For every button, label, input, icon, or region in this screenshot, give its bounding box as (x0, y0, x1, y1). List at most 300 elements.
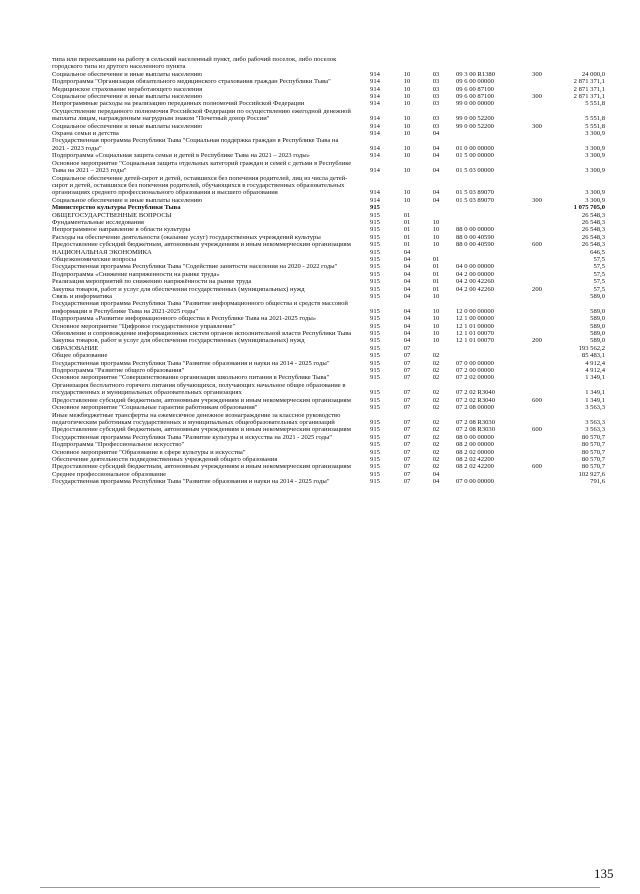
row-target-article: 08 0 00 00000 (456, 433, 494, 441)
table-row (52, 337, 605, 344)
row-expense-type (524, 441, 550, 448)
row-amount: 3 300,9 (585, 152, 605, 160)
table-row (52, 263, 605, 270)
row-name: Реализация мероприятий по снижению напряжённости на рынке труда (52, 278, 252, 286)
budget-table (52, 56, 605, 486)
table-row (52, 100, 605, 107)
row-subsection: 02 (432, 463, 440, 471)
row-name: Государственная программа Республики Тыва "Развитие культуры и искусства на 2021 - 2025 годы" (52, 433, 333, 441)
row-name: НАЦИОНАЛЬНАЯ ЭКОНОМИКА (52, 248, 152, 256)
table-row (52, 204, 605, 211)
row-subsection: 02 (432, 455, 440, 463)
row-admin-code: 914 (370, 93, 380, 101)
row-section: 10 (403, 85, 411, 93)
row-subsection: 01 (432, 285, 440, 293)
row-target-article: 01 5 03 89070 (456, 189, 494, 197)
row-expense-type (524, 160, 550, 175)
row-amount: 3 563,3 (585, 426, 605, 434)
row-section: 04 (403, 255, 411, 263)
row-name: Связь и информатика (52, 293, 113, 300)
row-expense-type (524, 226, 550, 233)
row-expense-type (524, 330, 550, 337)
table-row (52, 226, 605, 233)
row-subsection: 02 (432, 374, 440, 382)
row-target-article: 04 0 00 00000 (456, 263, 494, 271)
row-amount: 589,0 (590, 293, 605, 300)
row-admin-code: 915 (370, 463, 380, 471)
row-target-article (450, 56, 524, 71)
row-section: 04 (403, 322, 411, 330)
row-subsection (422, 204, 450, 211)
table-row (52, 197, 605, 204)
row-admin-code: 915 (370, 367, 380, 375)
row-admin-code: 915 (370, 278, 380, 286)
row-section: 10 (403, 167, 411, 175)
table-row (52, 330, 605, 337)
row-expense-type: 600 (532, 396, 542, 404)
row-amount: 589,0 (590, 315, 605, 323)
row-admin-code: 914 (370, 70, 380, 78)
table-row (52, 130, 605, 137)
row-expense-type: 300 (532, 93, 542, 101)
row-amount: 24 000,0 (581, 70, 605, 78)
row-target-article: 07 0 00 00000 (456, 478, 494, 486)
row-target-article (450, 204, 524, 211)
row-amount: 646,5 (590, 248, 605, 256)
row-section: 04 (403, 315, 411, 323)
row-expense-type (524, 382, 550, 397)
row-amount: 2 871 371,1 (573, 85, 605, 93)
row-admin-code: 915 (370, 330, 380, 338)
row-name: Государственная программа Республики Тыва "Развитие образования и науки на 2014 - 2025 годы" (52, 359, 330, 367)
row-subsection: 01 (432, 263, 440, 271)
row-admin-code: 915 (370, 478, 380, 486)
row-section: 04 (403, 293, 411, 300)
row-target-article: 12 1 01 00000 (456, 322, 494, 330)
row-name: Социальное обеспечение и иные выплаты населению (52, 70, 203, 78)
row-target-article: 12 1 01 00070 (456, 337, 494, 345)
row-section: 10 (403, 144, 411, 152)
row-target-article: 07 2 02 R3040 (456, 389, 496, 397)
row-amount: 193 562,2 (578, 344, 605, 352)
row-amount: 1 349,1 (585, 374, 605, 382)
row-expense-type (524, 278, 550, 285)
row-expense-type (524, 204, 550, 211)
row-target-article: 07 2 02 00000 (456, 374, 494, 382)
row-section: 10 (403, 130, 411, 138)
row-name: Основное мероприятие "Цифровое государственное управление" (52, 322, 236, 330)
row-expense-type (524, 100, 550, 107)
table-row (52, 86, 605, 93)
row-expense-type (524, 86, 550, 93)
table-row (52, 93, 605, 100)
row-amount: 26 548,3 (581, 218, 605, 226)
row-section: 07 (403, 433, 411, 441)
row-section: 10 (403, 189, 411, 197)
table-row (52, 397, 605, 404)
row-subsection: 04 (432, 130, 440, 138)
row-name: Основное мероприятие "Образование в сфере культуры и искусства" (52, 448, 246, 456)
row-target-article: 07 2 08 R3030 (456, 418, 496, 426)
row-amount: 26 548,3 (581, 226, 605, 234)
table-row (52, 160, 605, 175)
row-expense-type (524, 249, 550, 256)
row-expense-type (524, 137, 550, 152)
row-subsection: 10 (432, 307, 440, 315)
page-number: 135 (594, 866, 614, 881)
table-row (52, 471, 605, 478)
table-row (52, 300, 605, 315)
row-expense-type: 300 (532, 122, 542, 130)
row-expense-type (524, 56, 550, 71)
row-name: Социальное обеспечение детей-сирот и детей, оставшихся без попечения родителей, лиц из числа детей-сирот и детей, оставшихся без попечения родителей, обучающихся в государственных образовательных организациях среднего профессионального образования и высшего образования (52, 174, 348, 197)
row-admin-code: 915 (370, 352, 380, 360)
row-expense-type: 600 (532, 463, 542, 471)
row-name: Обновление и сопровождение информационных систем органов исполнительной власти Республики Тыва (52, 330, 352, 338)
row-amount: 4 912,4 (585, 367, 605, 375)
row-subsection: 03 (432, 100, 440, 108)
row-amount: 80 570,7 (581, 441, 605, 449)
row-amount: 3 300,9 (585, 189, 605, 197)
row-section: 10 (403, 122, 411, 130)
row-admin-code: 915 (370, 255, 380, 263)
row-target-article: 08 2 02 42200 (456, 455, 494, 463)
table-row (52, 234, 605, 241)
row-name: Подпрограмма "Организация обязательного медицинского страхования граждан Республики Тыва" (52, 78, 331, 86)
row-admin-code: 915 (370, 448, 380, 456)
row-admin-code: 914 (370, 78, 380, 86)
row-amount: 589,0 (590, 322, 605, 330)
row-admin-code: 914 (370, 189, 380, 197)
row-section: 07 (403, 404, 411, 412)
row-admin-code: 914 (370, 152, 380, 160)
row-target-article: 09 6 00 00000 (456, 78, 494, 86)
row-section: 07 (403, 426, 411, 434)
row-expense-type (524, 478, 550, 485)
row-name: Закупка товаров, работ и услуг для обеспечения государственных (муниципальных) нужд (52, 337, 305, 345)
row-amount: 26 548,3 (581, 241, 605, 249)
row-amount: 1 075 705,0 (573, 204, 605, 212)
row-section: 04 (403, 270, 411, 278)
row-target-article: 12 1 00 00000 (456, 315, 494, 323)
row-section: 07 (403, 455, 411, 463)
row-expense-type (524, 78, 550, 85)
row-admin-code: 915 (370, 322, 380, 330)
row-amount: 57,5 (593, 263, 605, 271)
row-subsection: 10 (432, 293, 440, 300)
row-amount: 589,0 (590, 337, 605, 345)
row-name: Фундаментальные исследования (52, 218, 144, 226)
table-row (52, 449, 605, 456)
row-section: 01 (403, 233, 411, 241)
table-row (52, 323, 605, 330)
row-name: Обеспечение деятельности подведомственных учреждений общего образования (52, 455, 278, 463)
row-section: 04 (403, 263, 411, 271)
row-amount: 589,0 (590, 330, 605, 338)
row-subsection: 04 (432, 189, 440, 197)
row-amount: 3 563,3 (585, 418, 605, 426)
row-amount: 5 551,8 (585, 100, 605, 108)
row-section: 04 (403, 337, 411, 345)
row-subsection: 02 (432, 367, 440, 375)
row-admin-code: 915 (370, 433, 380, 441)
row-admin-code: 915 (370, 263, 380, 271)
row-amount: 589,0 (590, 307, 605, 315)
row-name: Охрана семьи и детства (52, 130, 119, 138)
row-admin-code: 914 (370, 115, 380, 123)
row-admin-code: 915 (370, 344, 380, 352)
row-subsection: 04 (432, 478, 440, 486)
row-amount: 57,5 (593, 278, 605, 286)
table-body (52, 56, 605, 486)
row-name: Предоставление субсидий бюджетным, автономным учреждениям и иным некоммерческим организациям (52, 463, 351, 471)
row-section: 10 (403, 100, 411, 108)
row-name: Осуществление переданного полномочия Российской Федерации по осуществлению ежегодной денежной выплаты лицам, награжденным нагрудным знаком "Почетный донор России" (52, 107, 351, 123)
row-amount (550, 56, 605, 71)
row-name: Иные межбюджетные трансферты на ежемесячное денежное вознаграждение за классное руководство педагогическим работникам государственных и муниципальных общеобразовательных организаций (52, 411, 341, 426)
row-name: Подпрограмма «Развитие информационного общества в Республике Тыва на 2021-2025 годы» (52, 315, 317, 323)
row-amount: 1 349,1 (585, 396, 605, 404)
row-expense-type (524, 360, 550, 367)
row-section: 07 (403, 359, 411, 367)
row-target-article (450, 256, 524, 263)
table-row (52, 152, 605, 159)
table-row (52, 456, 605, 463)
row-admin-code: 914 (370, 144, 380, 152)
row-name: Подпрограмма «Снижение напряженности на рынке труда» (52, 270, 220, 278)
row-admin-code: 915 (370, 218, 380, 226)
table-row (52, 412, 605, 427)
row-name: Предоставление субсидий бюджетным, автономным учреждениям и иным некоммерческим организациям (52, 241, 351, 249)
row-name: Закупка товаров, работ и услуг для обеспечения государственных (муниципальных) нужд (52, 285, 305, 293)
row-admin-code: 915 (370, 426, 380, 434)
row-target-article (450, 249, 524, 256)
row-expense-type (524, 471, 550, 478)
row-admin-code: 915 (370, 204, 380, 212)
row-section: 04 (403, 278, 411, 286)
row-section: 10 (403, 196, 411, 204)
row-admin-code: 915 (370, 470, 380, 478)
row-section: 07 (403, 463, 411, 471)
row-target-article: 99 0 00 00000 (456, 100, 494, 108)
row-target-article: 99 0 00 52200 (456, 122, 494, 130)
row-target-article (450, 352, 524, 359)
table-row (52, 345, 605, 352)
row-expense-type (524, 234, 550, 241)
row-expense-type (524, 449, 550, 456)
row-amount: 85 483,1 (581, 352, 605, 360)
table-row (52, 219, 605, 226)
row-target-article: 88 0 00 40590 (456, 241, 494, 249)
row-section: 07 (403, 344, 411, 352)
row-expense-type (524, 263, 550, 270)
row-target-article: 01 5 03 00000 (456, 167, 494, 175)
row-amount: 1 349,1 (585, 389, 605, 397)
row-name: Основное мероприятие "Совершенствование организации школьного питания в Республике Тыва" (52, 374, 330, 382)
row-subsection: 10 (432, 330, 440, 338)
row-subsection (422, 345, 450, 352)
row-name: Государственная программа Республики Тыва "Развитие образования и науки на 2014 - 2025 годы" (52, 478, 330, 486)
row-section: 07 (403, 396, 411, 404)
row-target-article: 07 2 00 00000 (456, 367, 494, 375)
row-target-article: 88 0 00 00000 (456, 226, 494, 234)
row-subsection: 10 (432, 315, 440, 323)
row-name: Подпрограмма «Социальная защита семьи и детей в Республике Тыва на 2021 – 2023 годы» (52, 152, 310, 160)
row-subsection: 10 (432, 233, 440, 241)
row-target-article: 09 6 00 87100 (456, 93, 494, 101)
row-amount: 5 551,8 (585, 115, 605, 123)
row-expense-type (524, 412, 550, 427)
row-target-article (450, 212, 524, 219)
table-row (52, 212, 605, 219)
row-amount: 3 300,9 (585, 196, 605, 204)
row-subsection: 01 (432, 278, 440, 286)
row-expense-type (524, 315, 550, 322)
table-row (52, 352, 605, 359)
row-target-article (450, 471, 524, 478)
row-admin-code: 914 (370, 100, 380, 108)
row-amount: 2 871 371,1 (573, 78, 605, 86)
row-target-article: 88 0 00 40590 (456, 233, 494, 241)
row-target-article: 08 2 00 00000 (456, 441, 494, 449)
row-section: 07 (403, 389, 411, 397)
row-expense-type (524, 175, 550, 197)
row-admin-code: 914 (370, 122, 380, 130)
row-amount: 80 570,7 (581, 448, 605, 456)
row-admin-code: 915 (370, 270, 380, 278)
row-expense-type: 600 (532, 241, 542, 249)
row-expense-type (524, 352, 550, 359)
row-subsection: 02 (432, 441, 440, 449)
row-subsection: 03 (432, 122, 440, 130)
row-subsection: 03 (432, 115, 440, 123)
row-admin-code: 915 (370, 211, 380, 219)
row-name: Социальное обеспечение и иные выплаты населению (52, 93, 203, 101)
row-admin-code: 915 (370, 315, 380, 323)
row-subsection: 02 (432, 426, 440, 434)
row-subsection: 10 (432, 322, 440, 330)
row-subsection: 10 (432, 218, 440, 226)
row-subsection: 04 (432, 144, 440, 152)
row-expense-type (524, 300, 550, 315)
row-expense-type: 300 (532, 196, 542, 204)
row-subsection: 10 (432, 226, 440, 234)
row-name: Медицинское страхование неработающего населения (52, 85, 203, 93)
row-subsection: 04 (432, 152, 440, 160)
table-row (52, 271, 605, 278)
row-section: 10 (403, 70, 411, 78)
table-row (52, 382, 605, 397)
row-section: 01 (403, 218, 411, 226)
row-subsection: 03 (432, 85, 440, 93)
row-subsection: 02 (432, 396, 440, 404)
row-amount: 3 563,3 (585, 404, 605, 412)
row-section: 04 (403, 285, 411, 293)
row-section: 07 (403, 352, 411, 360)
table-row (52, 137, 605, 152)
row-amount: 26 548,3 (581, 211, 605, 219)
row-admin-code: 915 (370, 396, 380, 404)
row-name: Организация бесплатного горячего питания обучающихся, получающих начальное общее образование в государственных и муниципальных образовательных организациях (52, 381, 346, 397)
table-row (52, 108, 605, 123)
row-target-article: 01 0 00 00000 (456, 144, 494, 152)
row-amount: 80 570,7 (581, 455, 605, 463)
row-admin-code: 915 (370, 337, 380, 345)
table-row (52, 123, 605, 130)
row-amount: 80 570,7 (581, 463, 605, 471)
row-amount: 3 300,9 (585, 144, 605, 152)
row-admin-code: 915 (370, 285, 380, 293)
row-expense-type (524, 345, 550, 352)
row-section: 01 (403, 226, 411, 234)
row-section: 07 (403, 470, 411, 478)
row-subsection (422, 56, 450, 71)
row-name: Предоставление субсидий бюджетным, автономным учреждениям и иным некоммерческим организациям (52, 396, 351, 404)
row-admin-code: 915 (370, 374, 380, 382)
table-row (52, 78, 605, 85)
row-name: Основное мероприятие "Социальные гарантии работникам образования" (52, 404, 258, 412)
row-subsection: 01 (432, 270, 440, 278)
row-name: Общее образование (52, 352, 108, 360)
row-target-article: 01 5 03 89070 (456, 196, 494, 204)
row-subsection: 02 (432, 418, 440, 426)
row-amount: 4 912,4 (585, 359, 605, 367)
row-name: типа или переехавшим на работу в сельский населенный пункт, либо рабочий поселок, либо поселок городского типа из другого населенного пункта (52, 56, 337, 71)
row-expense-type: 200 (532, 337, 542, 345)
row-name: Общеэкономические вопросы (52, 255, 137, 263)
row-amount: 26 548,3 (581, 233, 605, 241)
row-admin-code: 914 (370, 196, 380, 204)
row-admin-code: 915 (370, 293, 380, 300)
row-subsection: 10 (432, 241, 440, 249)
table-row (52, 463, 605, 470)
row-name: Подпрограмма "Развитие общего образования" (52, 367, 185, 375)
row-name: Предоставление субсидий бюджетным, автономным учреждениям и иным некоммерческим организациям (52, 426, 351, 434)
row-subsection: 02 (432, 404, 440, 412)
row-expense-type (524, 374, 550, 381)
row-section: 07 (403, 374, 411, 382)
row-subsection: 02 (432, 448, 440, 456)
row-section: 04 (403, 248, 411, 256)
row-admin-code: 915 (370, 248, 380, 256)
row-admin-code: 915 (370, 233, 380, 241)
row-subsection: 03 (432, 78, 440, 86)
table-row (52, 367, 605, 374)
row-amount: 57,5 (593, 255, 605, 263)
table-row (52, 241, 605, 248)
row-admin-code: 914 (370, 167, 380, 175)
table-row (52, 256, 605, 263)
row-expense-type (524, 456, 550, 463)
row-target-article: 09 3 00 R1380 (456, 70, 496, 78)
row-section: 10 (403, 78, 411, 86)
row-amount: 3 300,9 (585, 130, 605, 138)
row-amount: 57,5 (593, 270, 605, 278)
row-expense-type (524, 293, 550, 300)
row-expense-type (524, 404, 550, 411)
row-amount: 791,6 (590, 478, 605, 486)
row-target-article: 04 2 00 00000 (456, 270, 494, 278)
row-expense-type: 200 (532, 285, 542, 293)
row-target-article: 08 2 02 00000 (456, 448, 494, 456)
row-subsection: 03 (432, 93, 440, 101)
row-expense-type (524, 271, 550, 278)
bottom-rule (40, 887, 600, 888)
row-section: 07 (403, 478, 411, 486)
row-name: Социальное обеспечение и иные выплаты населению (52, 196, 203, 204)
row-target-article (450, 293, 524, 300)
row-admin-code: 915 (370, 418, 380, 426)
